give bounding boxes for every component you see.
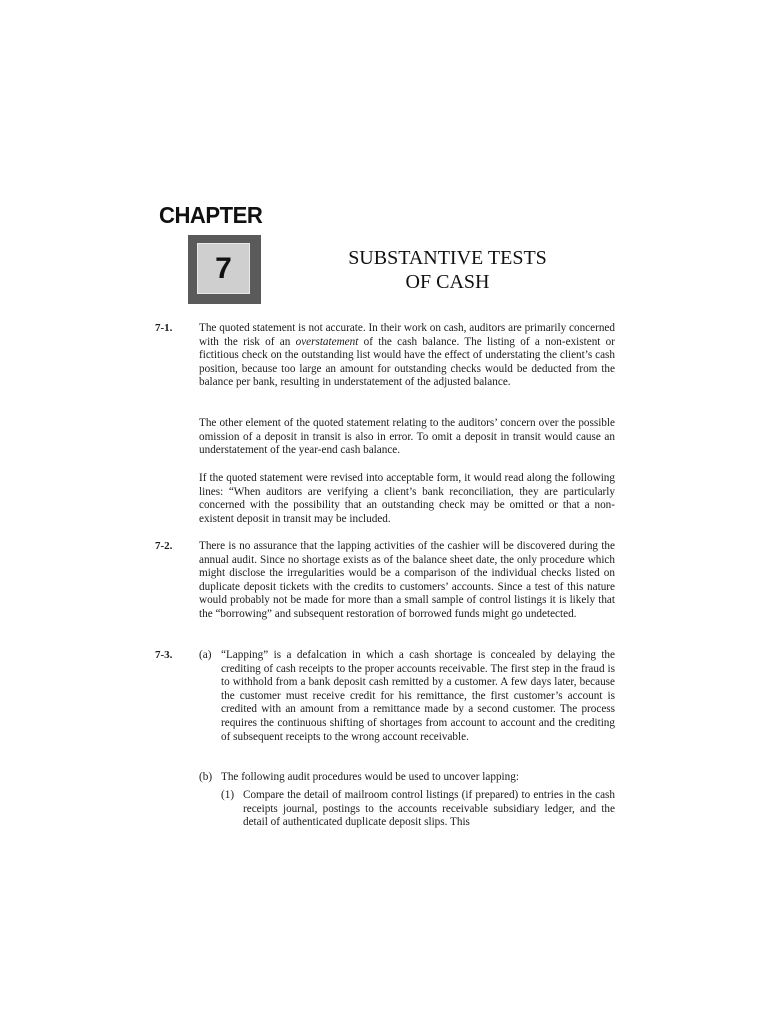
- answer-7-1-paragraph-1: [199, 322, 615, 390]
- answer-7-2-paragraph: There is no assurance that the lapping activities of the cashier will be discovered during the annual audit. Since no shortage exists as of the balance sheet date, the only procedure which might disclose the irregularities would be a comparison of the individual checks listed on duplicate deposit tickets with the credits to customers’ accounts. Since a test of this nature would probably not be made for more than a small sample of control listings it is likely that the “borrowing” and subsequent restoration of borrowed funds might go undetected.: [199, 540, 615, 620]
- answer-7-1-paragraph-2: The other element of the quoted statement relating to the auditors’ concern over the possible omission of a deposit in transit is also in error. To omit a deposit in transit would cause an understatement of the year-end cash balance.: [199, 417, 615, 457]
- answer-7-3-a-label: (a): [199, 649, 212, 661]
- answer-7-3-b1-label: (1): [221, 789, 235, 801]
- chapter-number-box: [188, 235, 261, 304]
- chapter-title-line2: OF CASH: [405, 271, 490, 293]
- question-number-7-1: 7-1.: [155, 322, 173, 334]
- answer-7-3-b-label: (b): [199, 771, 213, 783]
- chapter-label: CHAPTER: [159, 202, 263, 228]
- chapter-title-line1: SUBSTANTIVE TESTS: [348, 247, 547, 269]
- answer-7-3-a-text: “Lapping” is a defalcation in which a cash shortage is concealed by delaying the crediting of cash receipts to the proper accounts receivable. The first step in the fraud is to withhold from a bank deposit cash remitted by a customer. A few days later, because the customer must receive credit for his remittance, the first customer’s account is credited with an amount from a remittance made by a second customer. The process requires the continuous shifting of shortages from account to account and the crediting of subsequent receipts to the wrong account receivable.: [221, 649, 615, 743]
- question-number-7-2: 7-2.: [155, 540, 173, 552]
- answer-7-1-p1-part-b: of the cash balance. The listing of a non-existent or fictitious check on the outstanding list would have the effect of understating the client’s cash position, because too large an amount for outstanding checks would be deducted from the balance per bank, resulting in understatement of the adjusted balance.: [199, 335, 615, 389]
- chapter-title: [310, 246, 585, 294]
- answer-7-3-b-text: The following audit procedures would be used to uncover lapping:: [221, 771, 519, 783]
- emphasis-overstatement: overstatement: [295, 335, 359, 348]
- answer-7-1-p1-part-a: The quoted statement is not accurate. In their work on cash, auditors are primarily concerned with the risk of an: [199, 322, 615, 348]
- answer-7-3-b1-text: Compare the detail of mailroom control listings (if prepared) to entries in the cash receipts journal, postings to the accounts receivable subsidiary ledger, and the detail of authenticated duplicate deposit slips. This: [243, 789, 615, 829]
- chapter-number: 7: [197, 243, 250, 294]
- question-number-7-3: 7-3.: [155, 649, 173, 661]
- answer-7-1-paragraph-3: If the quoted statement were revised into acceptable form, it would read along the following lines: “When auditors are verifying a client’s bank reconciliation, they are particularly concerned with the possibility that an outstanding check may be omitted or that a non-existent deposit in transit may be included.: [199, 472, 615, 525]
